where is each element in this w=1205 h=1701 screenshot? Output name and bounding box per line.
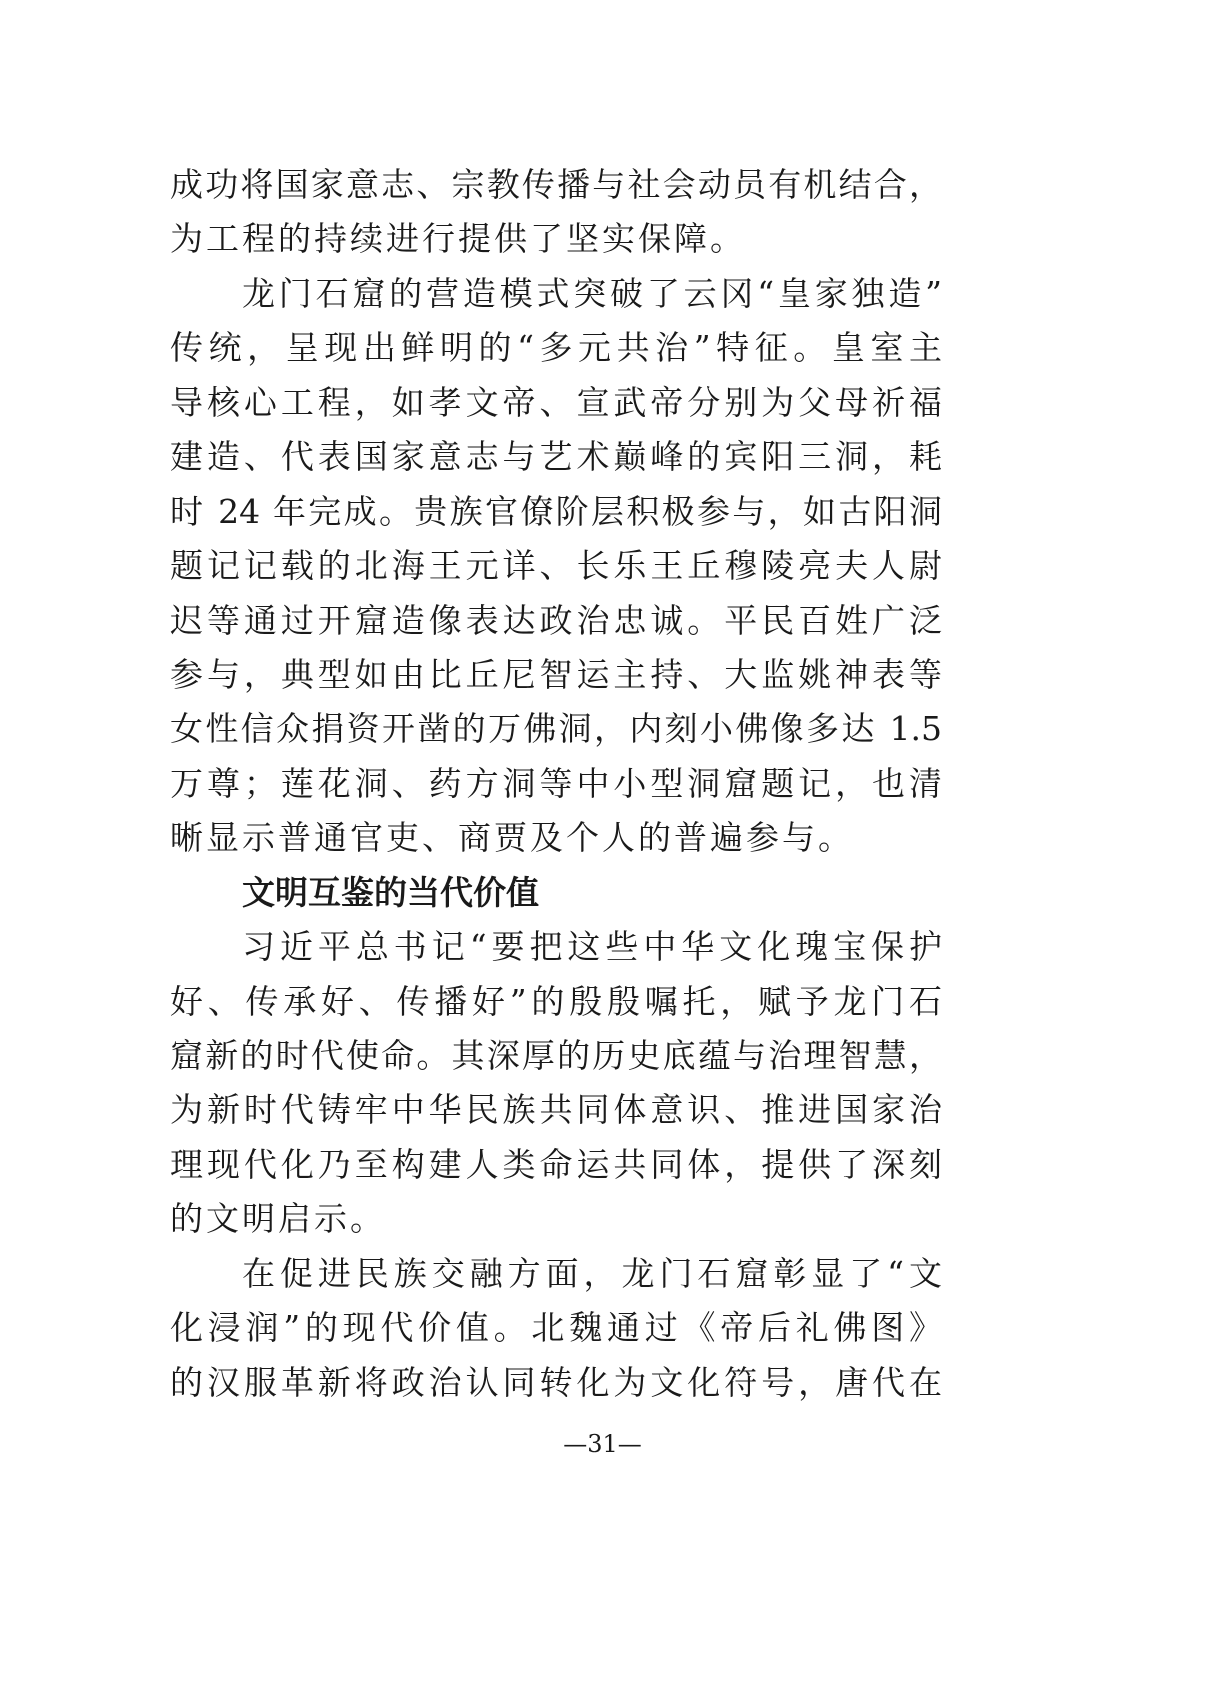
page-number: —31— (563, 1430, 642, 1458)
text-line: 的汉服革新将政治认同转化为文化符号，唐代在 (170, 1362, 942, 1402)
paragraph (170, 267, 942, 866)
text-line: 在促进民族交融方面，龙门石窟彰显了“文 (242, 1253, 942, 1293)
text-line: 题记记载的北海王元详、长乐王丘穆陵亮夫人尉 (170, 546, 942, 586)
text-line: 建造、代表国家意志与艺术巅峰的宾阳三洞，耗 (170, 437, 942, 477)
text-line: 为新时代铸牢中华民族共同体意识、推进国家治 (170, 1090, 942, 1130)
text-line: 成功将国家意志、宗教传播与社会动员有机结合， (170, 165, 942, 204)
text-line: 时 24 年完成。贵族官僚阶层积极参与，如古阳洞 (170, 491, 942, 531)
text-line: 导核心工程，如孝文帝、宣武帝分别为父母祈福 (170, 382, 942, 422)
paragraph (170, 920, 942, 1247)
text-line: 好、传承好、传播好”的殷殷嘱托，赋予龙门石 (170, 981, 942, 1021)
document-body (170, 158, 942, 1410)
section-heading: 文明互鉴的当代价值 (242, 872, 539, 912)
text-line: 为工程的持续进行提供了坚实保障。 (170, 219, 746, 259)
text-line: 理现代化乃至构建人类命运共同体，提供了深刻 (170, 1144, 942, 1184)
paragraph (170, 158, 942, 267)
text-line: 女性信众捐资开凿的万佛洞，内刻小佛像多达 1.5 (170, 709, 942, 749)
text-line: 传统，呈现出鲜明的“多元共治”特征。皇室主 (170, 328, 942, 368)
text-line: 化浸润”的现代价值。北魏通过《帝后礼佛图》 (170, 1308, 942, 1348)
text-line: 的文明启示。 (170, 1199, 386, 1239)
text-line: 习近平总书记“要把这些中华文化瑰宝保护 (242, 927, 942, 967)
text-line: 迟等通过开窟造像表达政治忠诚。平民百姓广泛 (170, 600, 942, 640)
text-line: 参与，典型如由比丘尼智运主持、大监姚神表等 (170, 654, 942, 694)
text-line: 晰显示普通官吏、商贾及个人的普遍参与。 (170, 818, 854, 858)
text-line: 龙门石窟的营造模式突破了云冈“皇家独造” (242, 273, 942, 313)
text-line: 窟新的时代使命。其深厚的历史底蕴与治理智慧， (170, 1036, 942, 1075)
paragraph (170, 1247, 942, 1410)
text-line: 万尊；莲花洞、药方洞等中小型洞窟题记，也清 (170, 763, 942, 803)
